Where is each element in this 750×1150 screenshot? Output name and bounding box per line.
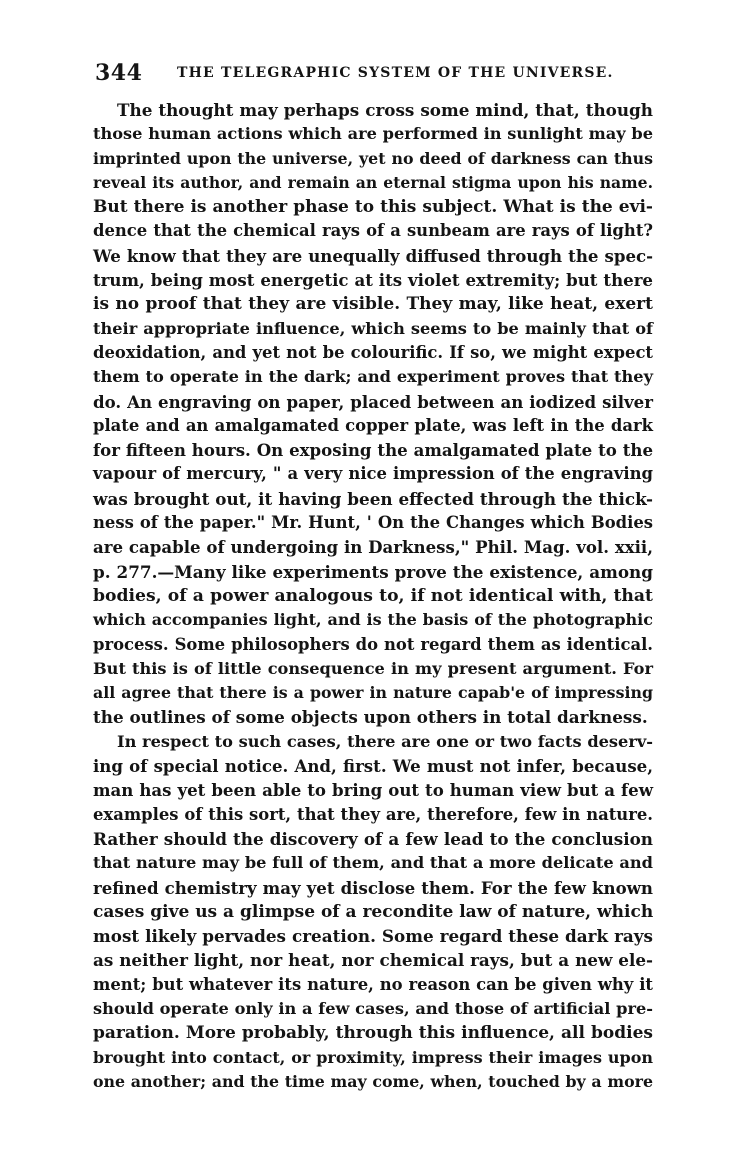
running-title: THE TELEGRAPHIC SYSTEM OF THE UNIVERSE. <box>177 65 614 81</box>
text-line: But there is another phase to this subject. What is the evi- <box>93 197 653 218</box>
text-line: them to operate in the dark; and experiment proves that they <box>93 367 653 387</box>
text-line: deoxidation, and yet not be colourific. If so, we might expect <box>93 342 653 362</box>
text-line: But this is of little consequence in my present argument. For <box>93 658 653 678</box>
text-line: is no proof that they are visible. They may, like heat, exert <box>93 294 653 315</box>
text-line: We know that they are unequally diffused through the spec- <box>93 245 653 266</box>
text-line: are capable of undergoing in Darkness," Phil. Mag. vol. xxii, <box>93 537 653 558</box>
page-number: 344 <box>95 60 143 86</box>
text-line: those human actions which are performed in sunlight may be <box>93 124 653 144</box>
text-line: which accompanies light, and is the basis of the photographic <box>93 610 653 630</box>
text-line: The thought may perhaps cross some mind, that, though <box>117 100 653 120</box>
text-line: dence that the chemical rays of a sunbeam are rays of light? <box>93 221 653 241</box>
text-line: plate and an amalgamated copper plate, was left in the dark <box>93 415 653 435</box>
text-line: should operate only in a few cases, and those of artificial pre- <box>93 998 653 1018</box>
page-header <box>95 60 655 84</box>
text-line: man has yet been able to bring out to human view but a few <box>93 780 653 801</box>
text-line: vapour of mercury, " a very nice impression of the engraving <box>93 464 653 484</box>
text-line: ness of the paper." Mr. Hunt, ' On the Changes which Bodies <box>93 513 653 533</box>
text-line: refined chemistry may yet disclose them. For the few known <box>93 877 653 898</box>
text-line: imprinted upon the universe, yet no deed of darkness can thus <box>93 148 653 168</box>
text-line: do. An engraving on paper, placed between an iodized silver <box>93 391 653 412</box>
text-line: trum, being most energetic at its violet extremity; but there <box>93 270 653 291</box>
paragraph-1 <box>93 98 653 730</box>
text-line: the outlines of some objects upon others in total darkness. <box>93 707 648 728</box>
text-line: all agree that there is a power in nature capab'e of impressing <box>93 683 653 703</box>
text-line: bodies, of a power analogous to, if not identical with, that <box>93 585 653 606</box>
text-line: as neither light, nor heat, nor chemical rays, but a new ele- <box>93 950 653 971</box>
text-line: was brought out, it having been effected through the thick- <box>93 488 653 509</box>
text-line: paration. More probably, through this influence, all bodies <box>93 1023 653 1044</box>
text-line: p. 277.—Many like experiments prove the existence, among <box>93 561 653 582</box>
text-line: In respect to such cases, there are one or two facts deserv- <box>117 731 653 751</box>
text-line: process. Some philosophers do not regard them as identical. <box>93 634 653 654</box>
text-line: for fifteen hours. On exposing the amalgamated plate to the <box>93 440 653 461</box>
text-line: Rather should the discovery of a few lead to the conclusion <box>93 828 653 849</box>
text-line: that nature may be full of them, and that a more delicate and <box>93 853 653 873</box>
text-line: brought into contact, or proximity, impress their images upon <box>93 1047 653 1067</box>
text-line: their appropriate influence, which seems to be mainly that of <box>93 318 653 338</box>
text-line: one another; and the time may come, when, touched by a more <box>93 1071 653 1091</box>
text-line: ment; but whatever its nature, no reason can be given why it <box>93 974 653 994</box>
text-line: cases give us a glimpse of a recondite law of nature, which <box>93 901 654 922</box>
paragraph-2 <box>93 730 653 1094</box>
body-text <box>93 98 653 1094</box>
text-line: reveal its author, and remain an eternal stigma upon his name. <box>93 172 653 192</box>
text-line: examples of this sort, that they are, therefore, few in nature. <box>93 804 653 824</box>
text-line: most likely pervades creation. Some regard these dark rays <box>93 926 653 947</box>
text-line: ing of special notice. And, first. We must not infer, because, <box>93 756 653 777</box>
